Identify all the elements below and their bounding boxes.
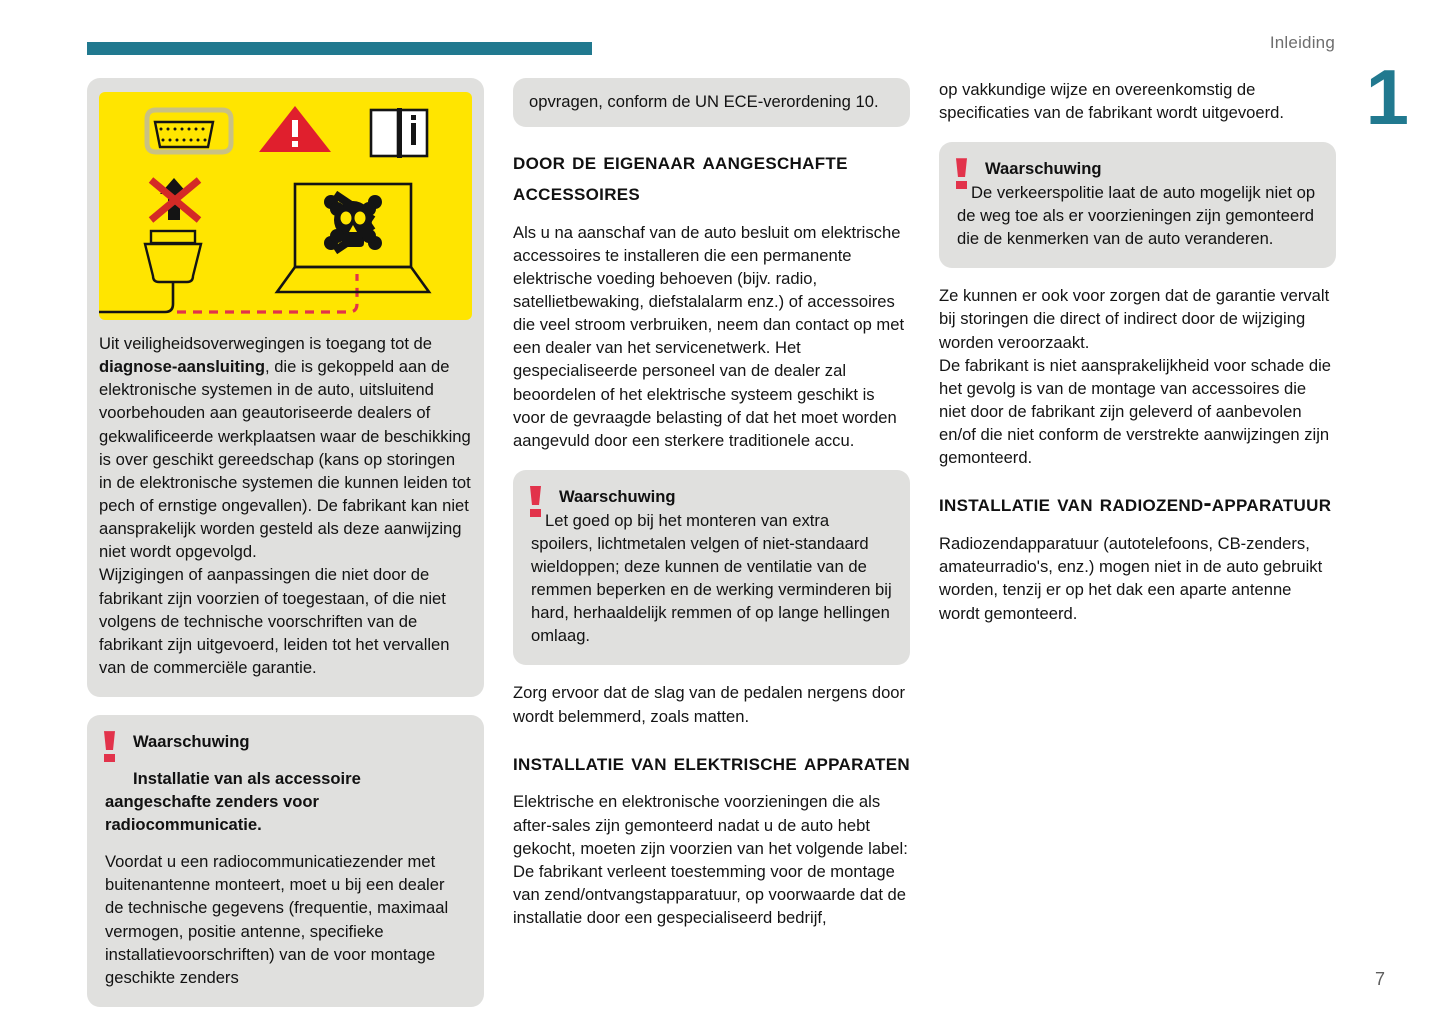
warning-box-traffic-police (939, 142, 1336, 268)
page-number: 7 (1374, 969, 1385, 989)
diagnostic-socket-warning-label (99, 92, 472, 320)
paragraph-warranty-void: Ze kunnen er ook voor zorgen dat de garantie vervalt bij storingen die direct of indirect door de wijziging worden veroorzaakt. (939, 286, 1330, 352)
continuation-text: opvragen, conform de UN ECE-verordening 10. (529, 92, 879, 111)
column-2 (513, 78, 910, 1023)
warning-title: Waarschuwing (985, 159, 1102, 179)
section-heading-radio-transmitter-install: installatie van radiozend-apparatuur (939, 490, 1332, 518)
page-columns (87, 78, 1337, 1023)
paragraph-pedal-travel: Zorg ervoor dat de slag van de pedalen nergens door wordt belemmerd, zoals matten. (513, 683, 906, 726)
warning-body: De verkeerspolitie laat de auto mogelijk niet op de weg toe als er voorzieningen zijn gemonteerd die de kenmerken van de auto veranderen. (957, 182, 1316, 249)
exclamation-warning-icon (529, 486, 543, 518)
warning-body: Voordat u een radiocommunicatiezender met buitenantenne monteert, moet u bij een dealer de technische gegevens (frequentie, maximaal vermogen, positie antenne, specifieke installatievoorschriften) van de voor montage geschikte zenders (105, 852, 449, 987)
warning-body: Let goed op bij het monteren van extra spoilers, lichtmetalen velgen of niet-standaard wieldoppen; deze kunnen de ventilatie van de remmen beperken en de werking verminderen bij hard, herhaaldelijk remmen of op lange hellingen omlaag. (531, 510, 892, 646)
warning-bold-text: Installatie van als accessoire aangeschafte zenders voor radiocommunicatie. (105, 768, 361, 834)
header-section-title: Inleiding (1269, 33, 1335, 52)
header-accent-bar (87, 42, 592, 55)
paragraph-professional-install: op vakkundige wijze en overeenkomstig de specificaties van de fabrikant wordt uitgevoerd. (939, 80, 1284, 123)
section-heading-electrical-installation: installatie van elektrische apparaten (513, 748, 910, 776)
open-book-info-icon (371, 108, 427, 158)
exclamation-warning-icon (103, 731, 117, 763)
caption-text-3: Wijzigingen of aanpassingen die niet door de fabrikant zijn voorzien of toegestaan, of die niet volgens de technische voorschriften van de fabrikant zijn uitgevoerd, leiden tot het vervallen van de commerciële garantie. (99, 565, 450, 677)
paragraph-manufacturer-liability: De fabrikant is niet aansprakelijkheid voor schade die het gevolg is van de montage van accessoires die niet door de fabrikant zijn geleverd of aanbevolen en/of die niet conform de verstrekte aanwijzingen zijn gemonteerd. (939, 355, 1332, 468)
paragraph-radio-transmitter: Radiozendapparatuur (autotelefoons, CB-zenders, amateurradio's, enz.) mogen niet in de auto gebruikt worden, tenzij er op het dak een aparte antenne wordt gemonteerd. (939, 534, 1323, 623)
continuation-panel (513, 78, 910, 127)
caption-text-2: , die is gekoppeld aan de elektronische systemen in de auto, uitsluitend voorbehouden aan geautoriseerde dealers of gekwalificeerde werkplaatsen waar de beschikking is over geschikt gereedschap (kans op storingen in de elektronische systemen die kunnen leiden tot pech of ernstige ongevallen). De fabrikant kan niet aansprakelijk worden gesteld als deze aanwijzing niet wordt opgevolgd. (99, 357, 471, 562)
column-1 (87, 78, 484, 1023)
warning-box-radio-transmitters (87, 715, 484, 1007)
exclamation-warning-icon (955, 158, 969, 190)
paragraph-electrical-installation: Elektrische en elektronische voorzieningen die als after-sales zijn gemonteerd nadat u de auto hebt gekocht, moeten zijn voorzien van het volgende label: De fabrikant verleent toestemming voor de montage van zend/ontvangstapparatuur, op voorwaarde dat de installatie door een gespecialiseerd bedrijf, (513, 792, 908, 928)
caption-bold-term: diagnose-aansluiting (99, 357, 265, 377)
illustration-panel (87, 78, 484, 697)
illustration-caption (99, 332, 472, 679)
caption-text-1: Uit veiligheidsoverwegingen is toegang tot de (99, 334, 433, 353)
warning-box-spoilers (513, 470, 910, 665)
paragraph-owner-accessories: Als u na aanschaf van de auto besluit om elektrische accessoires te installeren die een permanente elektrische voeding behoeven (bijv. radio, satellietbewaking, diefstalalarm enz.) of accessoires die veel stroom verbruiken, neem dan contact op met een dealer van het servicenetwerk. Het gespecialiseerde personeel van de dealer zal beoordelen of het elektrische systeem geschikt is voor de gevraagde belasting of dat het moet worden aangevuld door een sterkere traditionele accu. (513, 222, 905, 450)
chapter-number: 1 (1365, 53, 1409, 141)
column-3 (939, 78, 1336, 1023)
warning-title: Waarschuwing (559, 486, 676, 506)
section-heading-owner-accessories: door de eigenaar aangeschafte accessoires (513, 148, 848, 206)
warning-title: Waarschuwing (133, 732, 250, 752)
